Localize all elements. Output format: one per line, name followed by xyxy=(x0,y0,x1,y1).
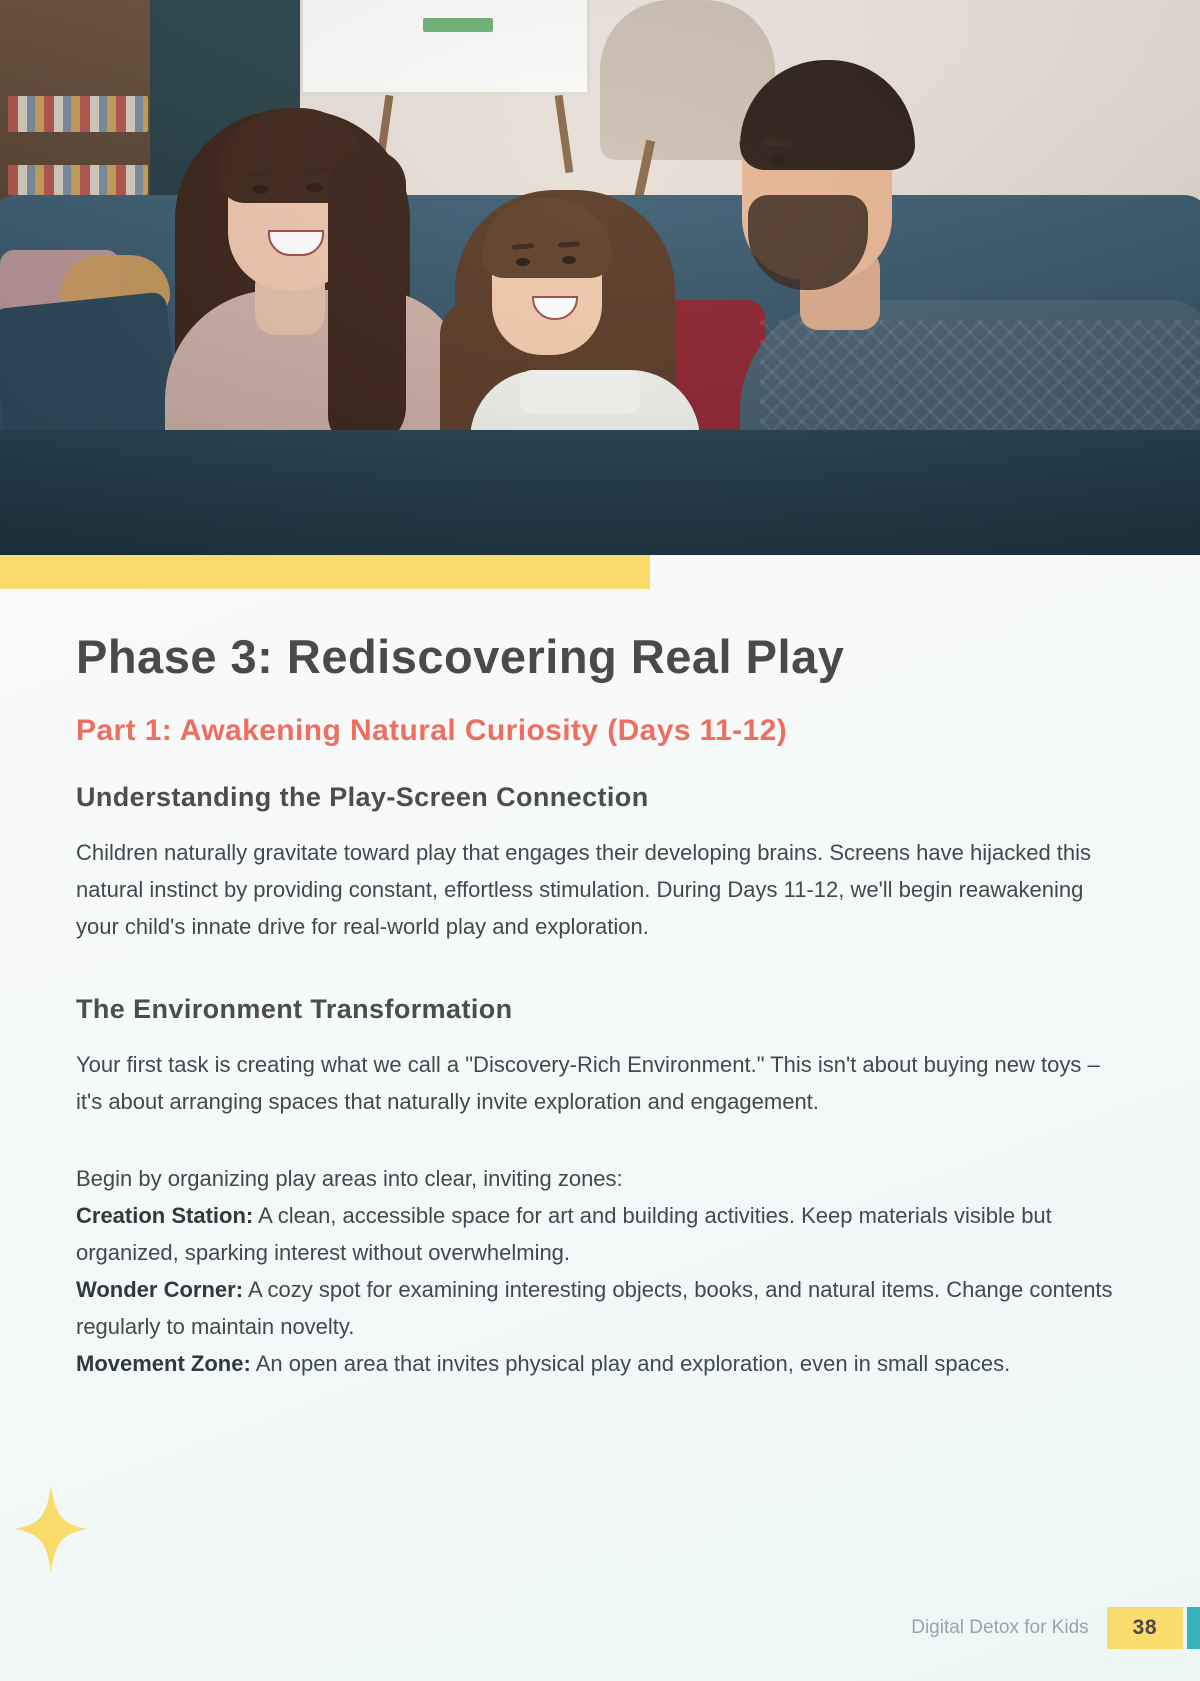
page-content xyxy=(76,630,1116,1383)
hero-photo xyxy=(0,0,1200,555)
zone-description: A clean, accessible space for art and building activities. Keep materials visible but organized, sparking interest without overwhelming. xyxy=(76,1202,1052,1265)
page-title: Phase 3: Rediscovering Real Play xyxy=(76,630,845,683)
zone-item xyxy=(76,1272,1116,1346)
footer-tab xyxy=(1187,1607,1200,1649)
zone-name: Creation Station: xyxy=(76,1202,254,1228)
zone-description: An open area that invites physical play and exploration, even in small spaces. xyxy=(250,1350,1011,1376)
zones-intro: Begin by organizing play areas into clear, inviting zones: xyxy=(76,1165,623,1191)
accent-bar xyxy=(0,555,650,589)
section-heading-1: Understanding the Play-Screen Connection xyxy=(76,782,649,813)
footer-book-title: Digital Detox for Kids xyxy=(911,1617,1089,1638)
zone-item xyxy=(76,1346,1116,1383)
zone-item xyxy=(76,1198,1116,1272)
zone-description: A cozy spot for examining interesting objects, books, and natural items. Change contents regularly to maintain novelty. xyxy=(76,1276,1113,1339)
zone-name: Wonder Corner: xyxy=(76,1276,244,1302)
page-footer xyxy=(911,1607,1200,1649)
section-heading-2: The Environment Transformation xyxy=(76,993,513,1024)
photo-vignette xyxy=(0,0,1200,555)
page-subtitle: Part 1: Awakening Natural Curiosity (Days 11-12) xyxy=(76,714,788,748)
zones-list xyxy=(76,1161,1116,1383)
section-body-1: Children naturally gravitate toward play that engages their developing brains. Screens have hijacked this natural instinct by providing constant, effortless stimulation. During Days 11-12, we'll begin reawakening your child's innate drive for real-world play and exploration. xyxy=(76,840,1092,939)
page-number: 38 xyxy=(1107,1607,1183,1649)
section-body-2: Your first task is creating what we call a "Discovery-Rich Environment." This isn't about buying new toys – it's about arranging spaces that naturally invite exploration and engagement. xyxy=(76,1051,1100,1114)
zone-name: Movement Zone: xyxy=(76,1350,251,1376)
sparkle-icon xyxy=(14,1485,88,1573)
